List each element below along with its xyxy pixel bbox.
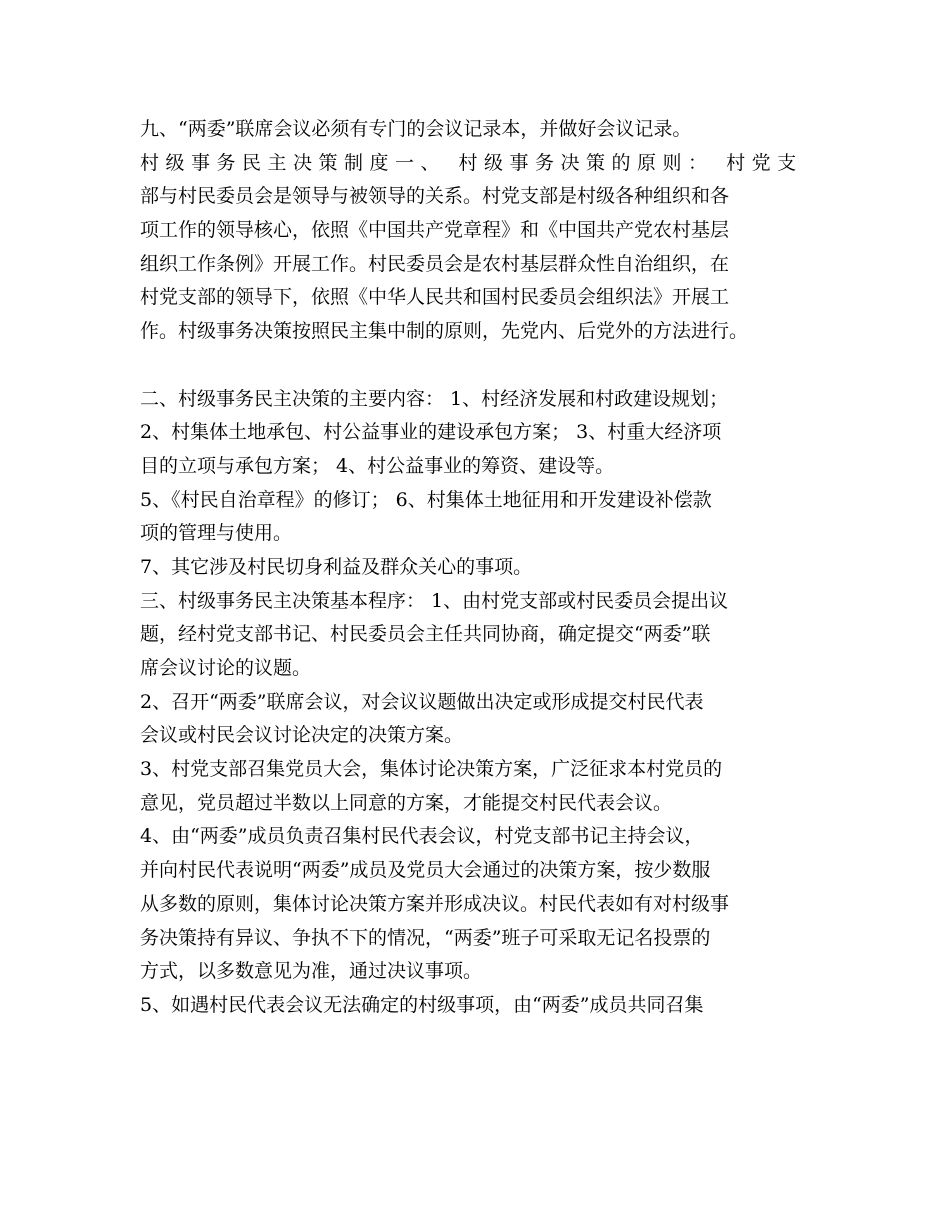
text-line: 目的立项与承包方案； 4、村公益事业的筹资、建设等。 xyxy=(140,454,615,477)
text-line: 九、“两委”联席会议必须有专门的会议记录本，并做好会议记录。 xyxy=(140,118,692,140)
text-line: 项工作的领导核心，依照《中国共产党章程》和《中国共产党农村基层 xyxy=(140,219,730,242)
text-line: 5、《村民自治章程》的修订； 6、村集体土地征用和开发建设补偿款 xyxy=(140,488,712,511)
blank-line xyxy=(140,349,820,383)
text-line: 三、村级事务民主决策基本程序： 1、由村党支部或村民委员会提出议 xyxy=(140,589,729,612)
text-line: 席会议讨论的议题。 xyxy=(140,657,312,679)
text-line: 村级事务民主决策制度一、 村级事务决策的原则： 村党支 xyxy=(140,151,803,174)
text-line: 方式，以多数意见为准，通过决议事项。 xyxy=(140,960,483,983)
text-line: 二、村级事务民主决策的主要内容： 1、村经济发展和村政建设规划； xyxy=(140,387,729,410)
text-line: 3、村党支部召集党员大会，集体讨论决策方案，广泛征求本村党员的 xyxy=(140,758,723,781)
text-line: 题，经村党支部书记、村民委员会主任共同协商，确定提交“两委”联 xyxy=(140,623,711,646)
text-line: 2、村集体土地承包、村公益事业的建设承包方案； 3、村重大经济项 xyxy=(140,421,722,444)
text-line: 部与村民委员会是领导与被领导的关系。村党支部是村级各种组织和各 xyxy=(140,185,730,208)
text-line: 会议或村民会议讨论决定的决策方案。 xyxy=(140,724,464,747)
text-line: 意见，党员超过半数以上同意的方案，才能提交村民代表会议。 xyxy=(140,791,673,814)
text-line: 项的管理与使用。 xyxy=(140,522,293,545)
text-line: 7、其它涉及村民切身利益及群众关心的事项。 xyxy=(140,555,533,578)
text-line: 并向村民代表说明“两委”成员及党员大会通过的决策方案，按少数服 xyxy=(140,859,711,882)
text-line: 5、如遇村民代表会议无法确定的村级事项，由“两委”成员共同召集 xyxy=(140,993,704,1016)
text-line: 组织工作条例》开展工作。村民委员会是农村基层群众性自治组织，在 xyxy=(140,252,730,275)
text-line: 2、召开“两委”联席会议，对会议议题做出决定或形成提交村民代表 xyxy=(140,690,704,713)
text-line: 从多数的原则，集体讨论决策方案并形成决议。村民代表如有对村级事 xyxy=(140,892,730,915)
text-line: 作。村级事务决策按照民主集中制的原则，先党内、后党外的方法进行。 xyxy=(140,320,749,343)
text-line: 4、由“两委”成员负责召集村民代表会议，村党支部书记主持会议， xyxy=(140,825,704,848)
document-body xyxy=(140,113,820,1023)
text-line: 务决策持有异议、争执不下的情况，“两委”班子可采取无记名投票的 xyxy=(140,926,711,949)
text-line: 村党支部的领导下，依照《中华人民共和国村民委员会组织法》开展工 xyxy=(140,286,730,309)
